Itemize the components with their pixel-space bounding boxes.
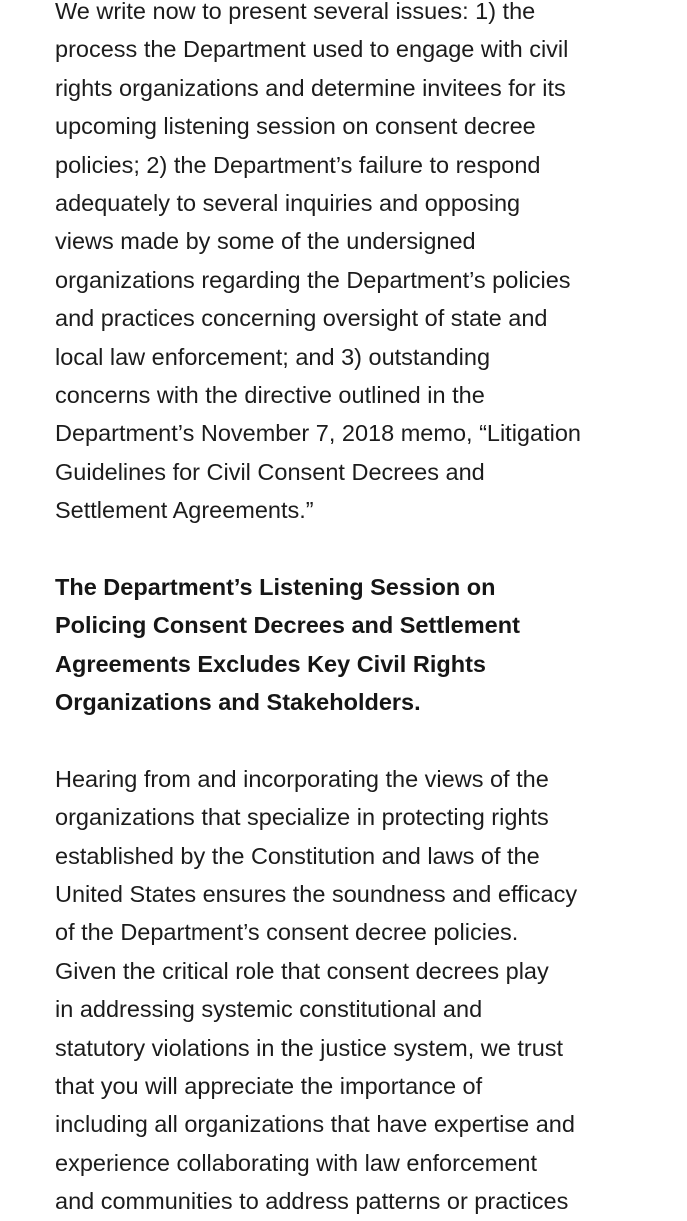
- paragraph-line: rights organizations and determine invitees for its: [55, 74, 566, 101]
- heading-line: Agreements Excludes Key Civil Rights: [55, 650, 486, 677]
- paragraph-line: We write now to present several issues: 1) the: [55, 0, 536, 24]
- heading-line: Policing Consent Decrees and Settlement: [55, 612, 520, 639]
- heading-line: Organizations and Stakeholders.: [55, 689, 421, 716]
- paragraph-line: local law enforcement; and 3) outstanding: [55, 343, 491, 370]
- paragraph-line: views made by some of the undersigned: [55, 228, 476, 255]
- intro-paragraph: [55, 0, 675, 529]
- paragraph-line: process the Department used to engage with civil: [55, 36, 569, 63]
- paragraph-line: in addressing systemic constitutional and: [55, 996, 483, 1023]
- paragraph-line: Guidelines for Civil Consent Decrees and: [55, 458, 485, 485]
- heading-line: The Department’s Listening Session on: [55, 573, 496, 600]
- paragraph-line: Hearing from and incorporating the views of the: [55, 765, 549, 792]
- body-paragraph: [55, 760, 675, 1221]
- paragraph-line: policies; 2) the Department’s failure to respond: [55, 151, 541, 178]
- paragraph-line: Department’s November 7, 2018 memo, “Litigation: [55, 420, 581, 447]
- paragraph-line: including all organizations that have expertise and: [55, 1111, 575, 1138]
- paragraph-spacer: [55, 529, 675, 567]
- paragraph-line: adequately to several inquiries and opposing: [55, 189, 521, 216]
- paragraph-line: concerns with the directive outlined in the: [55, 381, 485, 408]
- section-heading: [55, 568, 675, 722]
- paragraph-line: experience collaborating with law enforcement: [55, 1149, 538, 1176]
- document-body: [55, 0, 675, 1221]
- paragraph-spacer: [55, 721, 675, 759]
- paragraph-line: established by the Constitution and laws of the: [55, 842, 540, 869]
- paragraph-line: that you will appreciate the importance of: [55, 1072, 483, 1099]
- paragraph-line: United States ensures the soundness and efficacy: [55, 880, 578, 907]
- paragraph-line: upcoming listening session on consent decree: [55, 113, 536, 140]
- paragraph-line: organizations that specialize in protecting rights: [55, 804, 549, 831]
- paragraph-line: and practices concerning oversight of state and: [55, 305, 548, 332]
- paragraph-line: statutory violations in the justice system, we trust: [55, 1034, 564, 1061]
- paragraph-line: and communities to address patterns or practices: [55, 1188, 569, 1215]
- paragraph-line: Settlement Agreements.”: [55, 497, 314, 524]
- paragraph-line: organizations regarding the Department’s policies: [55, 266, 571, 293]
- paragraph-line: Given the critical role that consent decrees play: [55, 957, 549, 984]
- paragraph-line: of the Department’s consent decree policies.: [55, 919, 519, 946]
